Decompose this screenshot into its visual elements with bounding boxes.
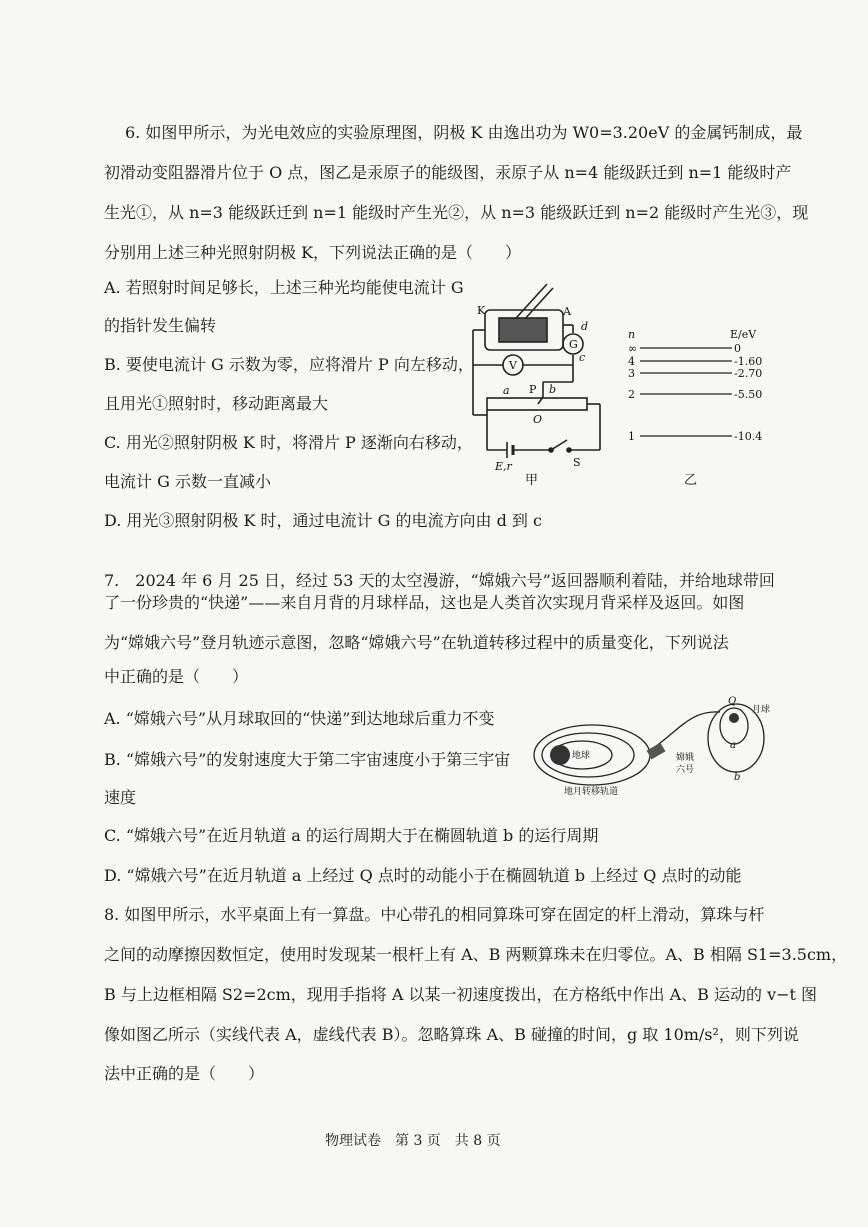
q6-stem-line-4: 分别用上述三种光照射阴极 K，下列说法正确的是（ ） bbox=[104, 243, 522, 262]
moon-icon bbox=[729, 713, 739, 723]
label-O: O bbox=[533, 413, 543, 426]
label-P: P bbox=[529, 383, 537, 396]
page-footer: 物理试卷 第 3 页 共 8 页 bbox=[325, 1133, 501, 1149]
energy-level-diagram bbox=[620, 328, 770, 488]
circuit-diagram bbox=[455, 270, 615, 490]
q7-stem-line-4: 中正确的是（ ） bbox=[104, 667, 249, 686]
switch-lever bbox=[551, 440, 567, 450]
label-transfer-orbit: 地月转移轨道 bbox=[564, 787, 619, 797]
label-b: b bbox=[549, 383, 557, 396]
label-craft-1: 嫦娥 bbox=[676, 753, 695, 763]
q7-option-a: A. “嫦娥六号”从月球取回的“快递”到达地球后重力不变 bbox=[104, 709, 495, 728]
energy-level-e: -1.60 bbox=[734, 355, 763, 368]
energy-level-n: 3 bbox=[628, 367, 635, 380]
energy-level-n: 2 bbox=[628, 388, 635, 401]
energy-level-e: -5.50 bbox=[734, 388, 763, 401]
energy-level-n: 4 bbox=[628, 355, 635, 368]
energy-level-figure bbox=[620, 328, 770, 488]
q7-stem-line-3: 为“嫦娥六号”登月轨迹示意图，忽略“嫦娥六号”在轨道转移过程中的质量变化，下列说法 bbox=[104, 633, 729, 652]
q6-option-c-cont: 电流计 G 示数一直减小 bbox=[104, 472, 271, 491]
label-orbit-a: a bbox=[730, 740, 736, 751]
q6-stem-line-3: 生光①，从 n=3 能级跃迁到 n=1 能级时产生光②，从 n=3 能级跃迁到 n=2 能级时产生光③，现 bbox=[104, 203, 809, 222]
q7-stem-line-1: 7. 2024 年 6 月 25 日，经过 53 天的太空漫游，“嫦娥六号”返回器顺利着陆，并给地球带回 bbox=[104, 571, 775, 590]
energy-level-n: ∞ bbox=[628, 342, 638, 355]
q6-stem-line-1: 6. 如图甲所示，为光电效应的实验原理图，阴极 K 由逸出功为 W0=3.20eV 的金属钙制成，最 bbox=[125, 123, 803, 142]
q7-option-b-cont: 速度 bbox=[104, 788, 137, 807]
label-V: V bbox=[509, 359, 517, 372]
q6-option-b: B. 要使电流计 G 示数为零，应将滑片 P 向左移动， bbox=[104, 355, 474, 374]
label-c: c bbox=[579, 351, 586, 364]
label-orbit-b: b bbox=[734, 772, 741, 783]
q8-stem-line-5: 法中正确的是（ ） bbox=[104, 1064, 265, 1083]
label-K: K bbox=[477, 304, 486, 317]
q6-stem-line-2: 初滑动变阻器滑片位于 O 点，图乙是汞原子的能级图，汞原子从 n=4 能级跃迁到 n=1 能级时产 bbox=[104, 163, 792, 182]
q6-option-b-cont: 且用光①照射时，移动距离最大 bbox=[104, 394, 329, 413]
energy-n-header: n bbox=[628, 328, 636, 341]
label-G: G bbox=[569, 338, 578, 351]
label-E: E,r bbox=[495, 460, 512, 473]
q8-stem-line-2: 之间的动摩擦因数恒定，使用时发现某一根杆上有 A、B 两颗算珠未在归零位。A、B 相隔 S1=3.5cm， bbox=[104, 945, 848, 964]
label-a: a bbox=[503, 384, 510, 397]
label-A: A bbox=[563, 305, 571, 318]
q6-option-a: A. 若照射时间足够长，上述三种光均能使电流计 G bbox=[104, 278, 464, 297]
photoelectric-circuit-figure bbox=[455, 270, 615, 490]
orbit-diagram bbox=[530, 696, 790, 800]
q7-option-b: B. “嫦娥六号”的发射速度大于第二宇宙速度小于第三宇宙 bbox=[104, 750, 511, 769]
q7-stem-line-2: 了一份珍贵的“快递”——来自月背的月球样品，这也是人类首次实现月背采样及返回。如图 bbox=[104, 593, 745, 612]
phototube-electrode bbox=[499, 318, 547, 342]
label-craft-2: 六号 bbox=[676, 765, 695, 775]
energy-level-e: 0 bbox=[734, 342, 741, 355]
q8-stem-line-3: B 与上边框相隔 S2=2cm，现用手指将 A 以某一初速度拨出，在方格纸中作出 A、B 运动的 v−t 图 bbox=[104, 985, 818, 1004]
label-earth: 地球 bbox=[572, 751, 591, 761]
earth-icon bbox=[550, 745, 570, 765]
label-S: S bbox=[573, 456, 581, 469]
label-moon: 月球 bbox=[752, 705, 771, 715]
label-Q: Q bbox=[728, 696, 737, 707]
energy-level-n: 1 bbox=[628, 430, 635, 443]
q6-option-a-cont: 的指针发生偏转 bbox=[104, 316, 217, 335]
caption-jia: 甲 bbox=[525, 473, 539, 488]
energy-level-e: -10.4 bbox=[734, 430, 763, 443]
q7-option-c: C. “嫦娥六号”在近月轨道 a 的运行周期大于在椭圆轨道 b 的运行周期 bbox=[104, 826, 599, 845]
orbit-figure bbox=[530, 696, 790, 800]
q8-stem-line-4: 像如图乙所示（实线代表 A，虚线代表 B）。忽略算珠 A、B 碰撞的时间，g 取 10m/s²，则下列说 bbox=[104, 1025, 799, 1044]
energy-e-header: E/eV bbox=[730, 328, 757, 341]
energy-level-e: -2.70 bbox=[734, 367, 763, 380]
q7-option-d: D. “嫦娥六号”在近月轨道 a 上经过 Q 点时的动能小于在椭圆轨道 b 上经过 Q 点时的动能 bbox=[104, 866, 742, 885]
q8-stem-line-1: 8. 如图甲所示，水平桌面上有一算盘。中心带孔的相同算珠可穿在固定的杆上滑动，算珠与杆 bbox=[104, 905, 765, 924]
caption-yi: 乙 bbox=[684, 473, 698, 488]
label-d: d bbox=[581, 320, 589, 333]
q6-option-d: D. 用光③照射阴极 K 时，通过电流计 G 的电流方向由 d 到 c bbox=[104, 511, 542, 530]
q6-option-c: C. 用光②照射阴极 K 时，将滑片 P 逐渐向右移动， bbox=[104, 433, 473, 452]
rheostat bbox=[487, 398, 587, 410]
